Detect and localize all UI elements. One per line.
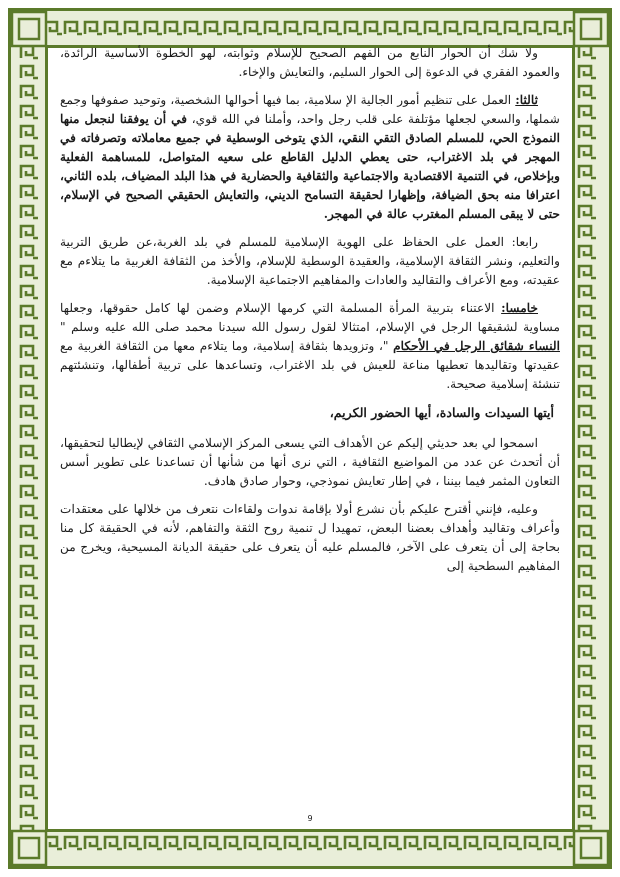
paragraph-lead-third: ثالثا:	[515, 93, 538, 107]
paragraph-fifth-goal: خامسا: الاعتناء بتربية المرأة المسلمة التي كرمها الإسلام وضمن لها كامل حقوقها، وجعلها مساوية لشقيقها الرجل في الإسلام، امتثالا لقول رسول الله سيدنا محمد صلى الله عليه وسلم " النساء شقائق الرجل في الأحكام "، وتزويدها بثقافة إسلامية، وما يتلاءم معها من الثقافة الغربية مع عقيدتها وتقاليدها تعطيها مناعة للعيش في بلد الاغتراب، وتساعدها على تربية أطفالها، وتنشئتهم تنشئة إسلامية صحيحة.	[60, 301, 560, 391]
paragraph-third-goal: ثالثا: العمل على تنظيم أمور الجالية الإ سلامية، بما فيها أحوالها الشخصية، وتوحيد صفوفها وجمع شملها، والسعي لجعلها مؤتلفة على قلب رجل واحد، وأملنا في الله قوي، في أن يوفقنا لنجعل منها النموذج الحي، للمسلم الصادق التقي النقي، الذي يتوخى الوسطية في جميع معاملاته وتصرفاته في المهجر في بلد الاغتراب، حتى يعطي الدليل القاطع على سعيه المتواصل، للمساهمة الفعلية وبإخلاص، في التنمية الاقتصادية والاجتماعية والثقافية والحضارية في هذا البلد المضياف، بلده الثاني، اعترافا منه بحق الضيافة، وإظهارا لحقيقة التسامح الديني، والتعايش الحقيقي الصحيح في الإسلام، حتى لا يبقى المسلم المغترب عالة في المهجر.	[60, 93, 560, 221]
paragraph-cultural-topics: اسمحوا لي بعد حديثي إليكم عن الأهداف التي يسعى المركز الإسلامي الثقافي لإيطاليا لتحقيقها، أن أتحدث عن عدد من المواضيع الثقافية ، التي نرى أنها من شأنها أن تساعدنا على تطوير أسس التعاون المثمر فيما بيننا ، في إطار تعايش نموذجي، وحوار صادق هادف.	[60, 436, 560, 488]
hadith-quote: النساء شقائق الرجل في الأحكام	[393, 339, 560, 353]
paragraph-proposal: وعليه، فإنني أقترح عليكم بأن نشرع أولا بإقامة ندوات ولقاءات نتعرف من خلالها على معتقدات وأعراف وتقاليد وأهداف بعضنا البعض، تمهيدا ل تنمية روح الثقة والتفاهم، لأنه في الحقيقة كل منا بحاجة إلى أن يتعرف على الآخر، فالمسلم عليه أن يتعرف على حقيقة الديانة المسيحية، ويخرج من المفاهيم السطحية إلى	[60, 502, 560, 573]
paragraph-lead-fifth: خامسا:	[501, 301, 538, 315]
paragraph-fourth-goal: رابعا: العمل على الحفاظ على الهوية الإسلامية للمسلم في بلد الغربة،عن طريق التربية والتعليم، ونشر الثقافة الإسلامية، والعقيدة الوسطية للإسلام، والأخذ من الثقافة الغربية ما يتلاءم مع عقيدته، ومع الأعراف والتقاليد والعادات والمفاهيم الاجتماعية الإسلامية.	[60, 235, 560, 287]
paragraph-dialogue-basis: ولا شك أن الحوار النابع من الفهم الصحيح للإسلام وثوابته، لهو الخطوة الأساسية الرائدة، والعمود الفقري في الدعوة إلى الحوار السليم، والتعايش والإخاء.	[60, 46, 560, 79]
page-number: 9	[307, 814, 313, 823]
address-heading: أيتها السيدات والسادة، أيها الحضور الكريم،	[329, 405, 554, 420]
document-body	[60, 44, 560, 834]
